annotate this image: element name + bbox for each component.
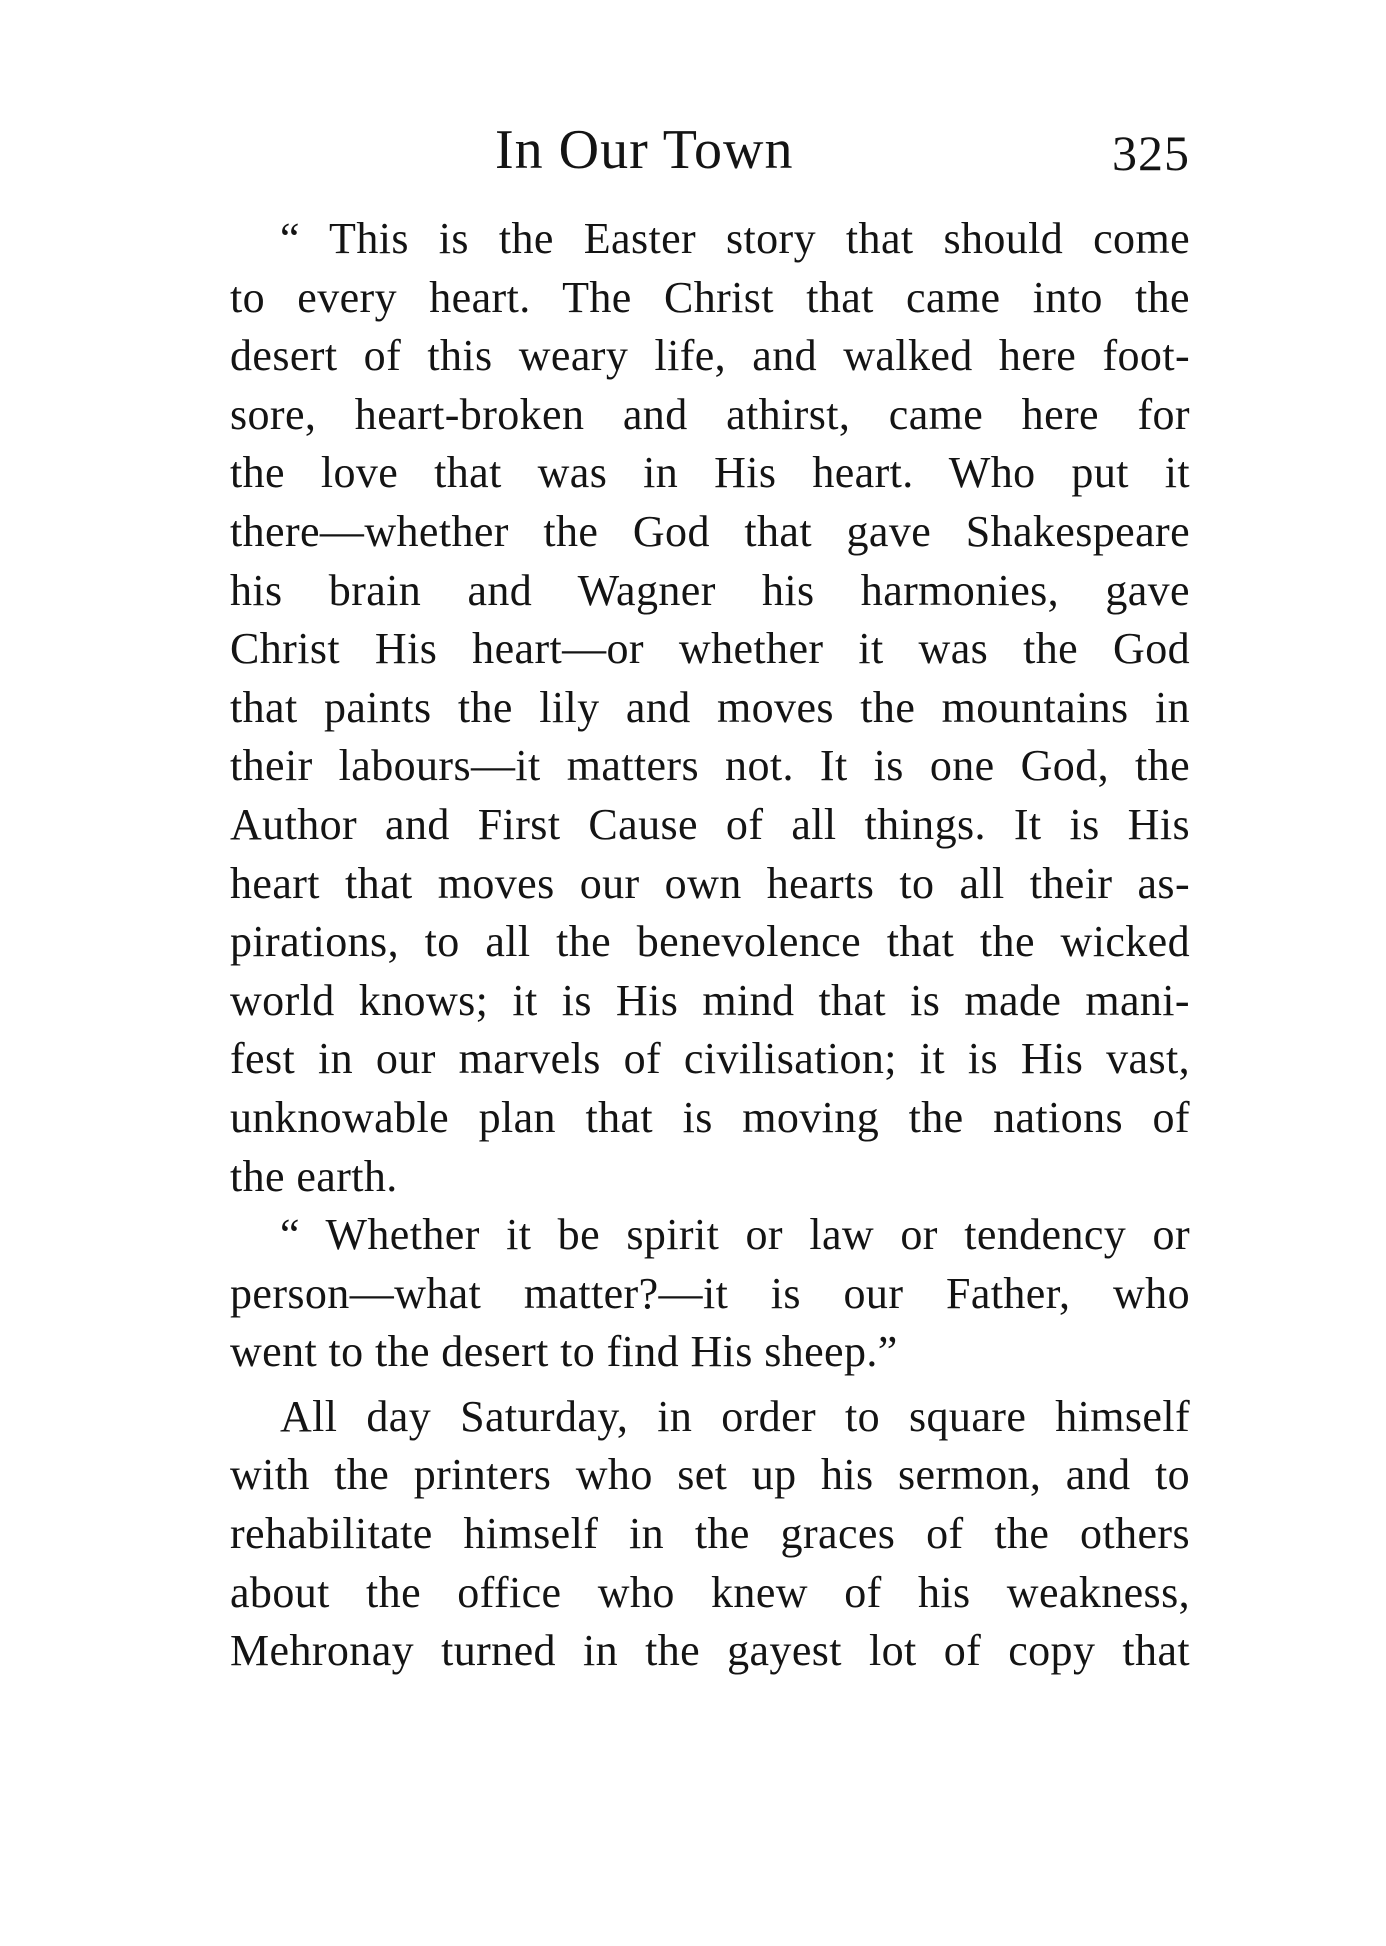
text-line: sore, heart-broken and athirst, came here for xyxy=(230,389,1190,439)
text-line: pirations, to all the benevolence that the wicked xyxy=(230,917,1190,967)
text-line: their labours—it matters not. It is one God, the xyxy=(230,741,1190,791)
text-line: heart that moves our own hearts to all their as- xyxy=(230,858,1190,908)
page-number: 325 xyxy=(1112,125,1190,181)
paragraph-whether-spirit xyxy=(230,1206,1190,1382)
paragraph-easter-story xyxy=(230,210,1190,1206)
text-line: All day Saturday, in order to square himself xyxy=(280,1391,1190,1441)
body-text xyxy=(230,210,1190,1681)
text-line: with the printers who set up his sermon, and to xyxy=(230,1450,1190,1500)
text-line: Author and First Cause of all things. It is His xyxy=(230,799,1190,849)
text-line: about the office who knew of his weakness, xyxy=(230,1567,1190,1617)
text-line: went to the desert to find His sheep.” xyxy=(230,1327,898,1377)
text-line: the love that was in His heart. Who put it xyxy=(230,448,1190,498)
paragraph-saturday xyxy=(230,1388,1190,1681)
text-line: desert of this weary life, and walked here foot- xyxy=(230,331,1190,381)
text-line: person—what matter?—it is our Father, who xyxy=(230,1268,1190,1318)
text-line: Christ His heart—or whether it was the God xyxy=(230,624,1190,674)
running-head xyxy=(230,110,1190,200)
text-line: that paints the lily and moves the mountains in xyxy=(230,682,1190,732)
text-line: Mehronay turned in the gayest lot of copy that xyxy=(230,1626,1190,1676)
text-line: “ This is the Easter story that should come xyxy=(280,214,1190,263)
text-line: the earth. xyxy=(230,1151,398,1201)
text-line: there—whether the God that gave Shakespeare xyxy=(230,506,1190,556)
running-title: In Our Town xyxy=(495,119,794,181)
text-line: “ Whether it be spirit or law or tendency or xyxy=(280,1210,1190,1260)
text-line: world knows; it is His mind that is made mani- xyxy=(230,975,1190,1025)
text-line: unknowable plan that is moving the nations of xyxy=(230,1092,1190,1142)
text-line: to every heart. The Christ that came into the xyxy=(230,272,1190,322)
text-line: his brain and Wagner his harmonies, gave xyxy=(230,565,1190,615)
text-line: rehabilitate himself in the graces of the others xyxy=(230,1509,1190,1559)
text-line: fest in our marvels of civilisation; it is His vast, xyxy=(230,1034,1190,1084)
